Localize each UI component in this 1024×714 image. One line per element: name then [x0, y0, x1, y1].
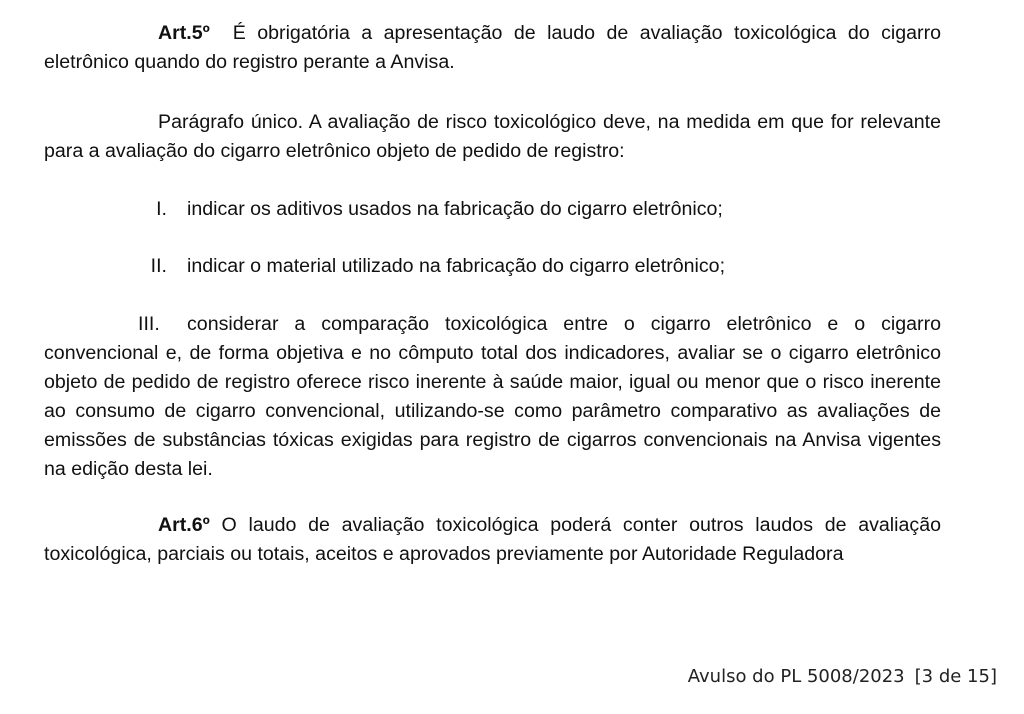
list-item-ii [44, 252, 941, 281]
list-item-text: considerar a comparação toxicológica entre o cigarro eletrônico e o cigarro convencional e, de forma objetiva e no cômputo total dos indicadores, avaliar se o cigarro eletrônico objeto de pedido de registro oferece risco inerente à saúde maior, igual ou menor que o risco inerente ao consumo de cigarro convencional, utilizando-se como parâmetro comparativo as avaliações de emissões de substâncias tóxicas exigidas para registro de cigarros convencionais na Anvisa vigentes na edição desta lei. [44, 313, 941, 480]
footer-page-number: [3 de 15] [914, 666, 997, 687]
list-item-iii [44, 310, 941, 484]
list-item-number: III. [138, 313, 160, 335]
article-5 [44, 19, 941, 77]
article-6-text: O laudo de avaliação toxicológica poderá conter outros laudos de avaliação toxicológica, parciais ou totais, aceitos e aprovados previamente por Autoridade Reguladora [44, 514, 941, 565]
article-6 [44, 511, 941, 569]
paragrafo-unico [44, 108, 941, 166]
list-item-text: indicar o material utilizado na fabricação do cigarro eletrônico; [187, 255, 726, 277]
article-5-label: Art.5º [158, 22, 210, 44]
list-item-number: II. [150, 255, 167, 277]
list-item-text: indicar os aditivos usados na fabricação do cigarro eletrônico; [187, 198, 723, 220]
footer-document-id: Avulso do PL 5008/2023 [687, 666, 905, 687]
list-item-i [44, 195, 941, 224]
page-footer [688, 666, 997, 687]
article-5-text: É obrigatória a apresentação de laudo de avaliação toxicológica do cigarro eletrônico quando do registro perante a Anvisa. [44, 22, 941, 73]
article-6-label: Art.6º [158, 514, 210, 536]
paragrafo-unico-text: Parágrafo único. A avaliação de risco toxicológico deve, na medida em que for relevante para a avaliação do cigarro eletrônico objeto de pedido de registro: [44, 111, 941, 162]
list-item-number: I. [156, 198, 167, 220]
